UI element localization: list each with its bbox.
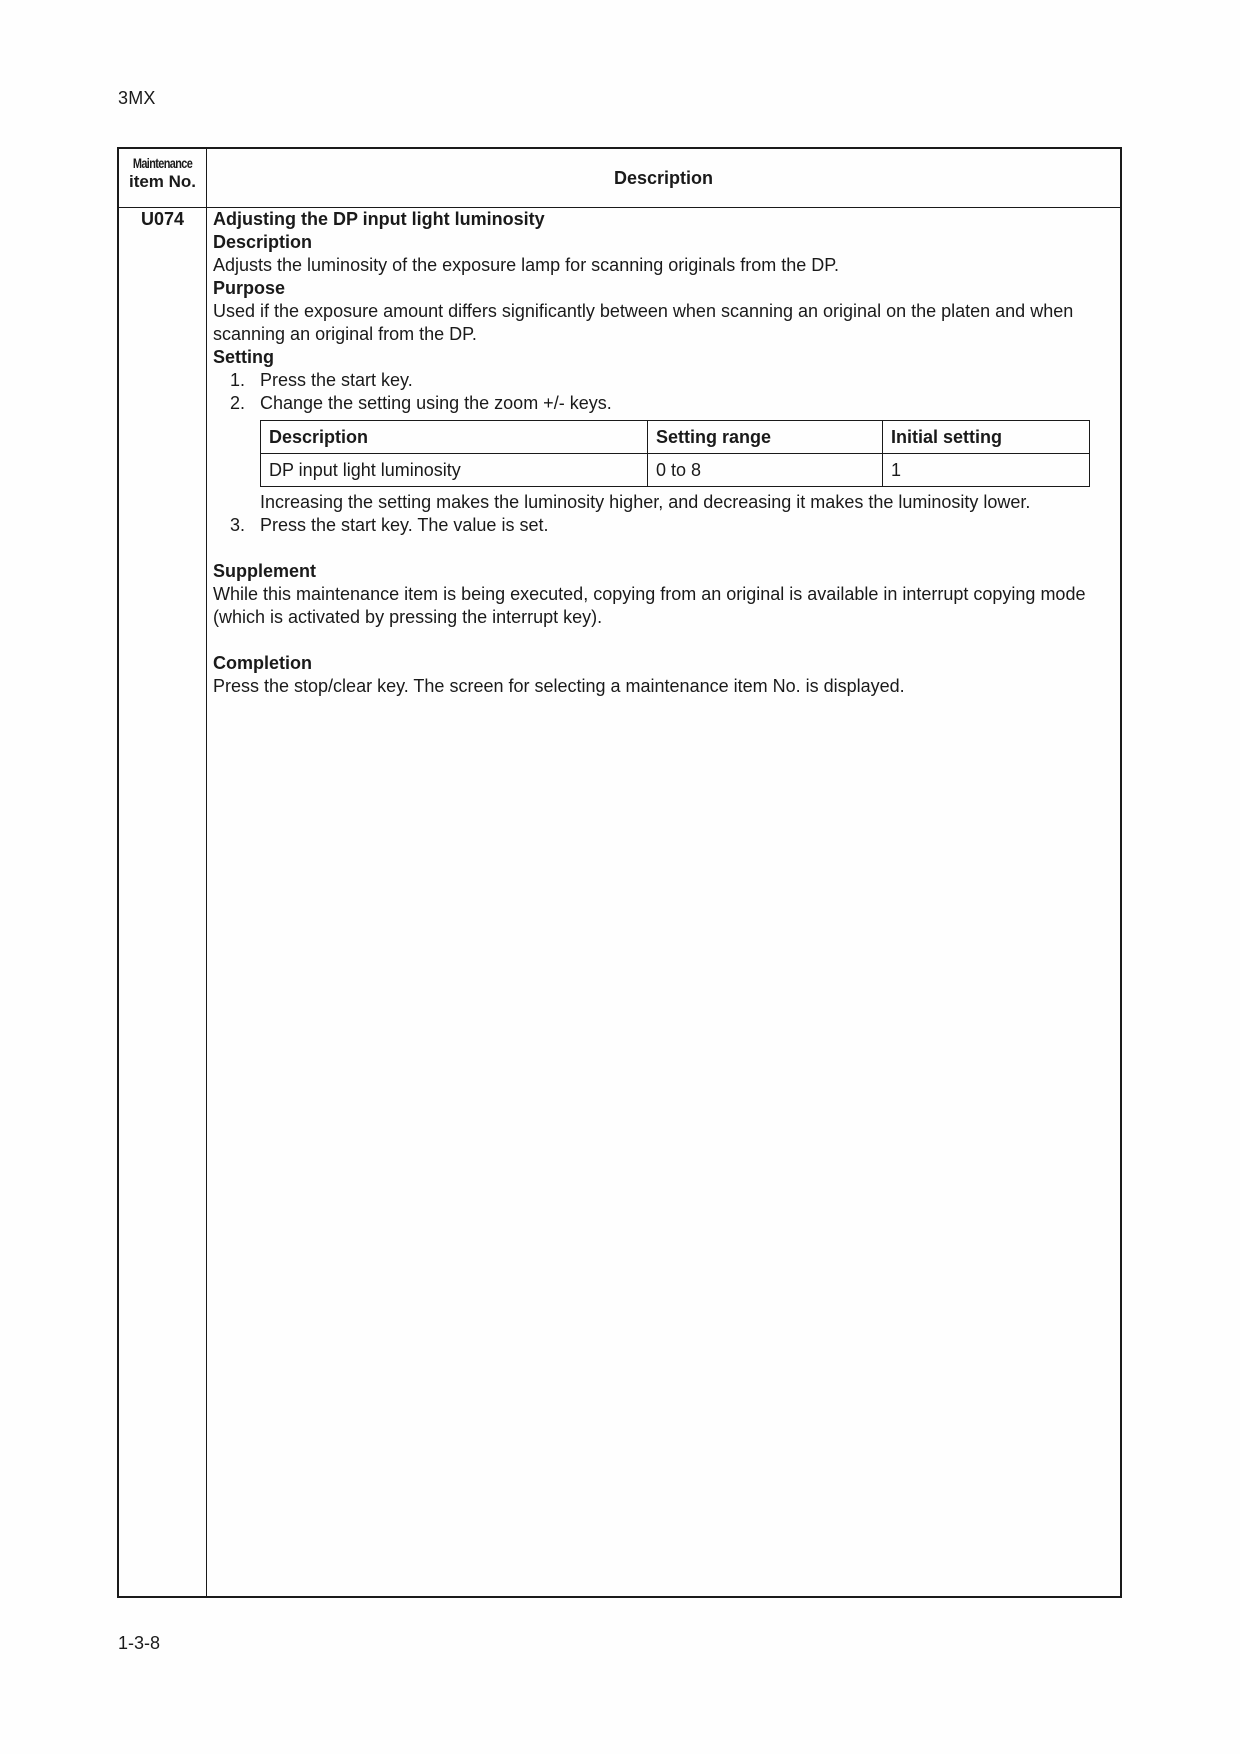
maintenance-table	[117, 147, 1122, 1598]
step-number: 3.	[230, 515, 246, 535]
setting-steps	[213, 369, 1116, 415]
cell-initial-setting: 1	[883, 454, 1090, 487]
step-number: 1.	[230, 370, 246, 390]
description-heading: Description	[213, 232, 313, 252]
header-item-no-label: item No.	[128, 172, 197, 191]
page-code: 3MX	[118, 88, 156, 108]
header-item-number	[119, 149, 206, 207]
item-title: Adjusting the DP input light luminosity	[213, 209, 545, 229]
purpose-text-line-2: scanning an original from the DP.	[213, 324, 477, 344]
step-text: Press the start key. The value is set.	[260, 515, 549, 535]
column-header-initial-setting: Initial setting	[883, 421, 1090, 454]
spacer	[213, 629, 1116, 652]
step-item	[213, 514, 1116, 537]
purpose-heading: Purpose	[213, 278, 286, 298]
description-text: Adjusts the luminosity of the exposure lamp for scanning originals from the DP.	[213, 255, 839, 275]
cell-description: DP input light luminosity	[261, 454, 648, 487]
completion-text: Press the stop/clear key. The screen for selecting a maintenance item No. is displayed.	[213, 676, 905, 696]
cell-setting-range: 0 to 8	[648, 454, 883, 487]
table-header	[119, 149, 1120, 208]
purpose-text-line-1: Used if the exposure amount differs significantly between when scanning an original on the platen and when	[213, 301, 1074, 321]
setting-heading: Setting	[213, 347, 274, 367]
column-divider	[206, 149, 207, 1596]
column-header-setting-range: Setting range	[648, 421, 883, 454]
supplement-heading: Supplement	[213, 561, 317, 581]
table-row	[261, 454, 1090, 487]
supplement-text-line-2: (which is activated by pressing the interrupt key).	[213, 607, 603, 627]
item-content	[213, 207, 1116, 698]
step-item	[213, 369, 1116, 392]
setting-table-header-row	[261, 421, 1090, 454]
page-number: 1-3-8	[118, 1633, 161, 1653]
step-text: Press the start key.	[260, 370, 413, 390]
supplement-text-line-1: While this maintenance item is being executed, copying from an original is available in interrupt copying mode	[213, 584, 1086, 604]
completion-heading: Completion	[213, 653, 312, 673]
setting-table	[260, 420, 1090, 487]
header-description: Description	[613, 168, 714, 188]
step-number: 2.	[230, 393, 246, 413]
table-note: Increasing the setting makes the luminosity higher, and decreasing it makes the luminosity lower.	[260, 492, 1031, 512]
step-item	[213, 392, 1116, 415]
header-maintenance-label: Maintenance	[132, 155, 193, 171]
step-text: Change the setting using the zoom +/- keys.	[260, 393, 612, 413]
spacer	[213, 537, 1116, 560]
item-code: U074	[140, 209, 185, 229]
column-header-description: Description	[261, 421, 648, 454]
setting-steps-continued	[213, 514, 1116, 537]
